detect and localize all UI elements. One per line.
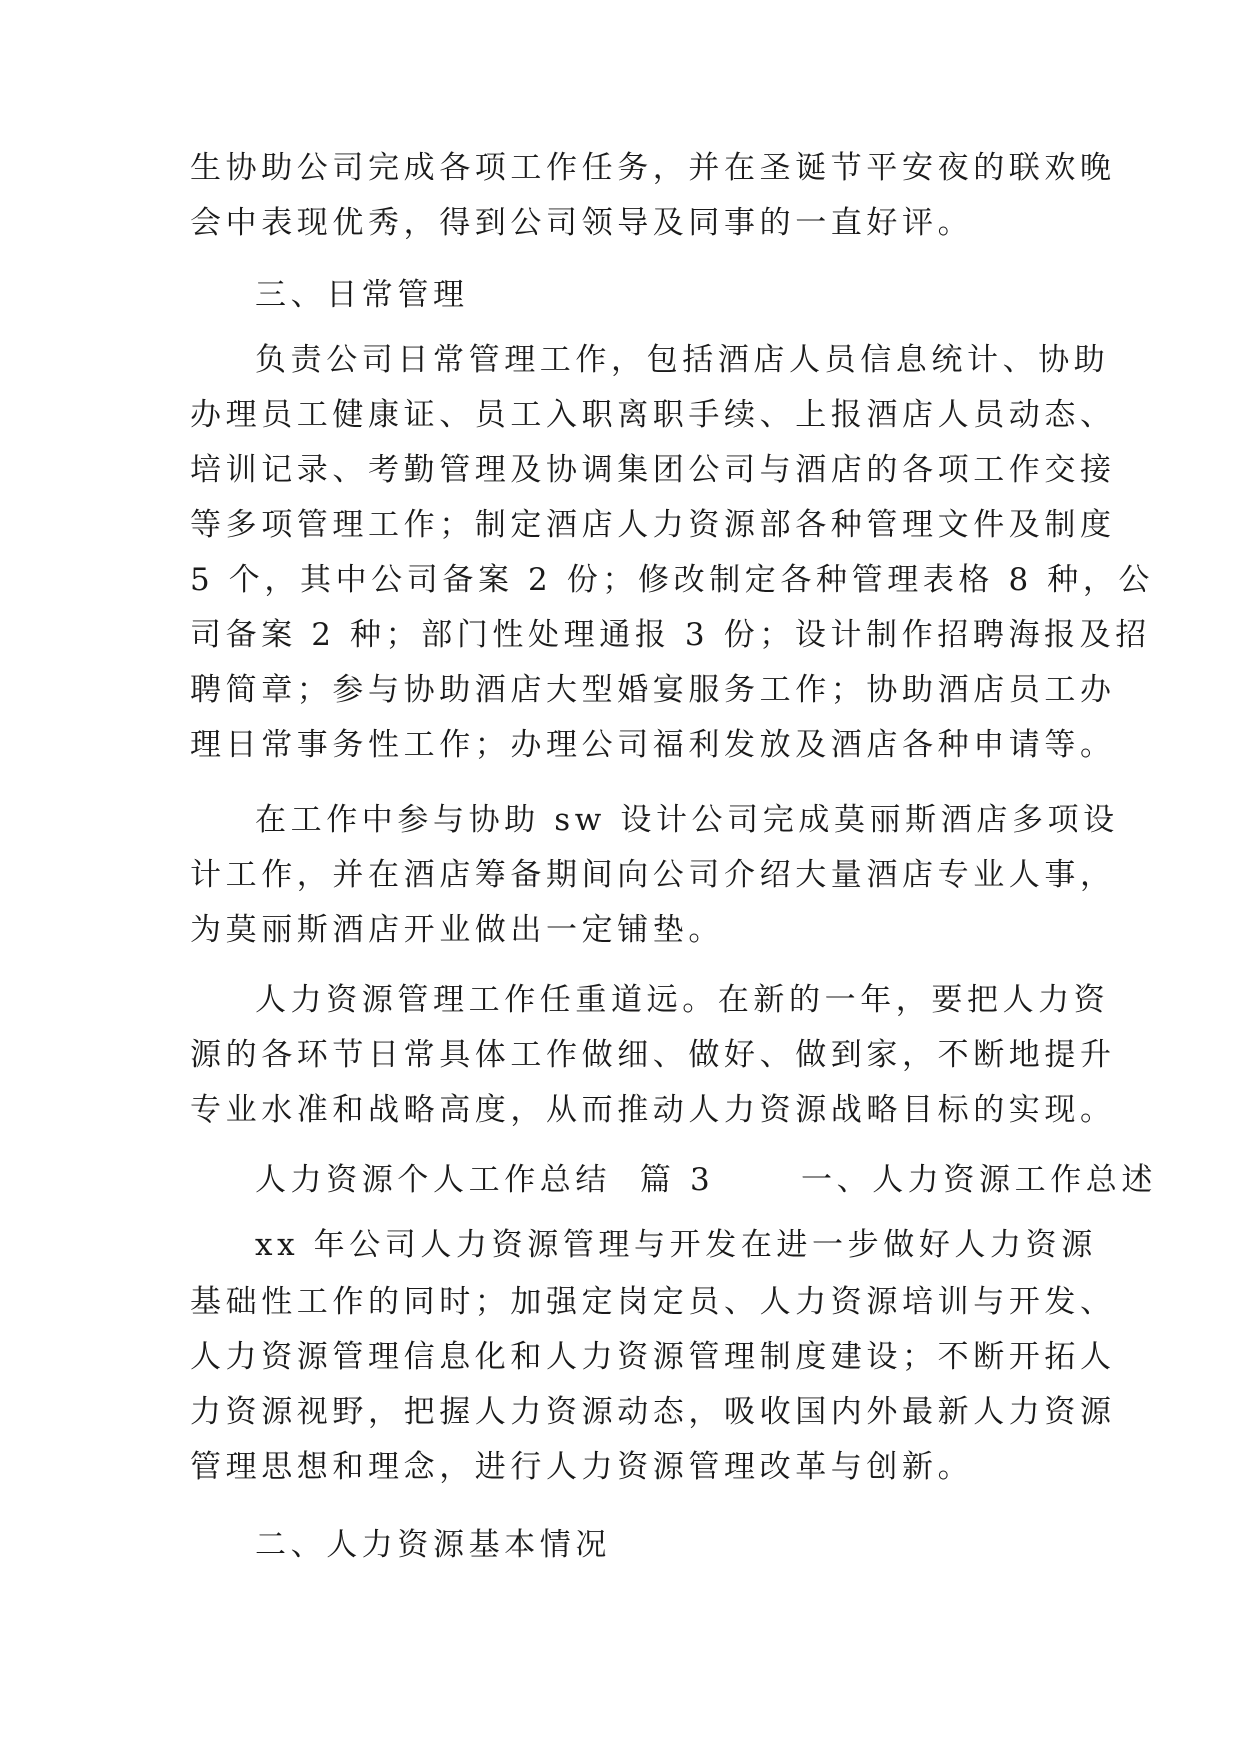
section-heading: 三、日常管理 [255, 277, 469, 313]
text-line: 人力资源管理工作任重道远。在新的一年，要把人力资 [255, 982, 1110, 1018]
text-line: 计工作，并在酒店筹备期间向公司介绍大量酒店专业人事， [190, 857, 1116, 893]
text-line: 办理员工健康证、员工入职离职手续、上报酒店人员动态、 [190, 397, 1116, 433]
text-line: 基础性工作的同时；加强定岗定员、人力资源培训与开发、 [190, 1284, 1116, 1320]
text-line: 培训记录、考勤管理及协调集团公司与酒店的各项工作交接 [190, 452, 1116, 488]
text-line: 聘简章；参与协助酒店大型婚宴服务工作；协助酒店员工办 [190, 672, 1116, 708]
section-heading: 人力资源个人工作总结 篇 3 一、人力资源工作总述 [255, 1162, 1158, 1198]
text-line: 管理思想和理念，进行人力资源管理改革与创新。 [190, 1449, 974, 1485]
text-line: 力资源视野，把握人力资源动态，吸收国内外最新人力资源 [190, 1394, 1116, 1430]
text-line: 人力资源管理信息化和人力资源管理制度建设；不断开拓人 [190, 1339, 1116, 1375]
text-line: 等多项管理工作；制定酒店人力资源部各种管理文件及制度 [190, 507, 1116, 543]
text-line: 5 个，其中公司备案 2 份；修改制定各种管理表格 8 种，公 [190, 562, 1155, 598]
text-line: 理日常事务性工作；办理公司福利发放及酒店各种申请等。 [190, 727, 1116, 763]
text-line: 会中表现优秀，得到公司领导及同事的一直好评。 [190, 205, 974, 241]
text-line: 司备案 2 种；部门性处理通报 3 份；设计制作招聘海报及招 [190, 617, 1151, 653]
section-heading: 二、人力资源基本情况 [255, 1527, 611, 1563]
text-line: 专业水准和战略高度，从而推动人力资源战略目标的实现。 [190, 1092, 1116, 1128]
text-line: 在工作中参与协助 sw 设计公司完成莫丽斯酒店多项设 [255, 802, 1119, 838]
text-line: 生协助公司完成各项工作任务，并在圣诞节平安夜的联欢晚 [190, 150, 1116, 186]
text-line: 源的各环节日常具体工作做细、做好、做到家，不断地提升 [190, 1037, 1116, 1073]
text-line: xx 年公司人力资源管理与开发在进一步做好人力资源 [255, 1227, 1097, 1263]
text-line: 负责公司日常管理工作，包括酒店人员信息统计、协助 [255, 342, 1110, 378]
text-line: 为莫丽斯酒店开业做出一定铺垫。 [190, 912, 724, 948]
